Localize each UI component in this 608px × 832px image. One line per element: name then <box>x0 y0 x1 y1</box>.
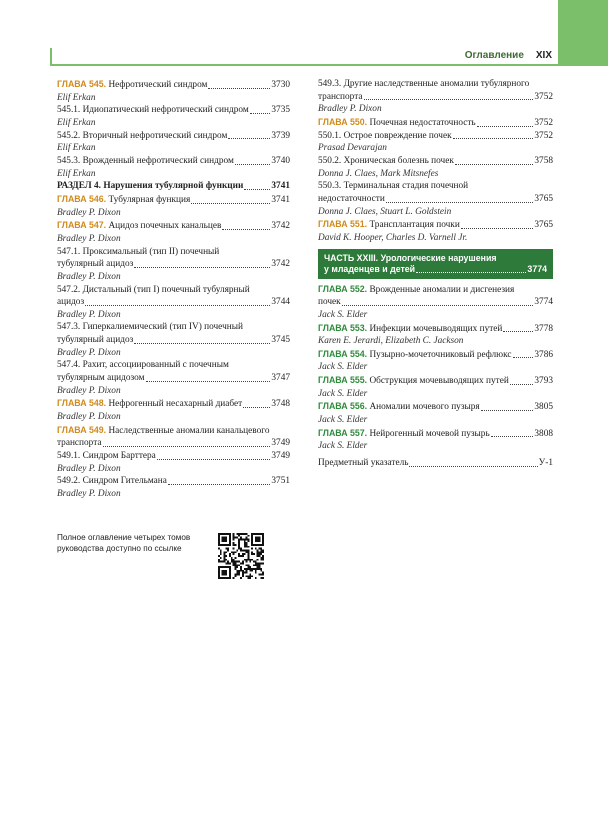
toc-entry-title-text: 545.2. Вторичный нефротический синдром <box>57 130 228 141</box>
toc-entry-title-text: Нефрогенный несахарный диабет <box>108 399 243 410</box>
toc-author: Jack S. Elder <box>318 309 368 320</box>
toc-page-number: 3735 <box>271 105 290 116</box>
header-rule-left <box>50 48 52 65</box>
toc-author: Bradley P. Dixon <box>57 347 121 358</box>
qr-code-icon[interactable] <box>218 533 264 579</box>
toc-entry-first-line <box>324 253 547 265</box>
toc-author: Jack S. Elder <box>318 388 368 399</box>
toc-dot-leader <box>453 138 534 139</box>
toc-entry-first-line: 547.1. Проксимальный (тип II) почечный <box>57 246 220 257</box>
toc-subsection-entry[interactable] <box>57 104 290 117</box>
toc-entry-first-line-text: Врожденные аномалии и дисгенезия <box>369 284 515 295</box>
toc-author: Bradley P. Dixon <box>57 412 121 423</box>
toc-chapter-entry[interactable] <box>318 322 553 336</box>
toc-entry-title-text: Почечная недостаточность <box>369 117 476 128</box>
toc-page-number: 3748 <box>271 399 290 410</box>
toc-leader-row <box>324 264 547 276</box>
toc-dot-leader <box>228 138 270 139</box>
toc-entry-title <box>57 130 227 143</box>
toc-subsection-entry[interactable] <box>318 78 553 103</box>
toc-entry-label: ГЛАВА 548. <box>57 398 107 409</box>
toc-leader-row <box>57 155 290 168</box>
toc-entry-label: ГЛАВА 547. <box>57 220 107 231</box>
toc-entry-title-text: 545.1. Идиопатический нефротический синдром <box>57 105 249 116</box>
toc-leader-row <box>57 104 290 117</box>
toc-leader-row <box>318 116 553 130</box>
toc-entry-first-line: 547.3. Гиперкалиемический (тип IV) почечный <box>57 322 243 333</box>
toc-author: Bradley P. Dixon <box>57 207 121 218</box>
toc-entry-label: ГЛАВА 545. <box>57 79 107 89</box>
toc-entry-title <box>318 91 363 104</box>
toc-entry-title <box>57 180 243 193</box>
toc-page-number: 3786 <box>534 349 553 360</box>
toc-author: Bradley P. Dixon <box>57 489 121 499</box>
toc-dot-leader <box>134 267 270 268</box>
toc-page-number: 3765 <box>534 220 553 231</box>
toc-dot-leader <box>146 381 271 382</box>
toc-page-number: 3740 <box>271 155 290 166</box>
toc-leader-row <box>57 219 290 233</box>
toc-chapter-entry[interactable] <box>57 219 290 233</box>
toc-entry-title <box>57 372 145 385</box>
toc-author: Elif Erkan <box>57 117 96 128</box>
toc-author: Jack S. Elder <box>318 362 368 373</box>
toc-entry-title <box>57 78 207 92</box>
toc-subsection-entry[interactable] <box>57 450 290 463</box>
toc-dot-leader <box>342 305 534 306</box>
toc-page-number: 3730 <box>271 80 290 90</box>
toc-page-number: 3774 <box>527 264 547 275</box>
toc-author: Bradley P. Dixon <box>318 104 382 115</box>
toc-entry-label: ГЛАВА 556. <box>318 401 368 412</box>
toc-chapter-entry[interactable] <box>318 374 553 388</box>
toc-entry-label: ГЛАВА 552. <box>318 283 368 294</box>
toc-page-number: 3741 <box>271 181 290 192</box>
toc-page-number: 3742 <box>271 259 290 270</box>
toc-author: Bradley P. Dixon <box>57 463 121 474</box>
running-header-title: Оглавление <box>464 50 524 61</box>
toc-entry-title <box>318 155 454 168</box>
toc-entry-title <box>57 104 249 117</box>
toc-page-number: 3778 <box>534 323 553 334</box>
toc-page-number: У-1 <box>538 458 553 469</box>
toc-page-number: 3752 <box>534 117 553 128</box>
toc-entry-label: ГЛАВА 554. <box>318 348 368 359</box>
toc-page-number: 3749 <box>271 438 290 449</box>
toc-dot-leader <box>134 343 270 344</box>
toc-entry-title-text: 550.2. Хроническая болезнь почек <box>318 155 454 166</box>
toc-dot-leader <box>364 99 534 100</box>
toc-entry-title <box>57 296 84 309</box>
corner-color-tab <box>558 0 608 66</box>
toc-entry-first-line: 549.3. Другие наследственные аномалии тубулярного <box>318 79 530 89</box>
toc-author: Bradley P. Dixon <box>57 271 121 282</box>
toc-dot-leader <box>386 202 534 203</box>
toc-chapter-entry[interactable] <box>318 116 553 130</box>
toc-author: Bradley P. Dixon <box>57 309 121 320</box>
toc-chapter-entry[interactable] <box>318 218 553 232</box>
toc-entry-label: РАЗДЕЛ 4. <box>57 181 102 192</box>
toc-dot-leader <box>510 384 534 385</box>
toc-entry-title <box>318 322 502 336</box>
toc-dot-leader <box>503 331 533 332</box>
toc-author: Karen E. Jerardi, Elizabeth C. Jackson <box>318 336 464 347</box>
toc-page-number: 3745 <box>271 335 290 346</box>
toc-dot-leader <box>461 228 534 229</box>
toc-entry-label: ЧАСТЬ XXIII. <box>324 252 379 263</box>
toc-entry-label: ГЛАВА 553. <box>318 322 368 333</box>
toc-dot-leader <box>244 189 270 190</box>
toc-entry-title <box>318 427 490 441</box>
toc-entry-label: ГЛАВА 557. <box>318 427 368 438</box>
toc-subsection-entry[interactable] <box>57 284 290 309</box>
toc-subsection-entry[interactable] <box>318 155 553 168</box>
toc-leader-row <box>57 334 290 347</box>
toc-dot-leader <box>455 164 534 165</box>
toc-chapter-entry[interactable] <box>57 424 290 450</box>
toc-section-entry[interactable] <box>57 180 290 193</box>
toc-entry-title <box>318 400 480 414</box>
toc-entry-title <box>57 334 133 347</box>
toc-dot-leader <box>513 357 534 358</box>
toc-author: Jack S. Elder <box>318 441 368 452</box>
toc-subsection-entry[interactable] <box>318 130 553 143</box>
toc-entry-first-line <box>318 283 553 297</box>
toc-dot-leader <box>235 164 271 165</box>
toc-author: Donna J. Claes, Stuart L. Goldstein <box>318 206 452 217</box>
toc-subsection-entry[interactable] <box>57 246 290 271</box>
toc-entry-title-text: недостаточности <box>318 193 385 204</box>
toc-entry-label: ГЛАВА 546. <box>57 193 107 204</box>
toc-dot-leader <box>168 484 271 485</box>
toc-entry-title: почек <box>318 297 341 308</box>
toc-leader-row <box>318 374 553 388</box>
toc-leader-row <box>57 78 290 92</box>
toc-dot-leader <box>409 466 537 467</box>
toc-leader-row <box>57 397 290 411</box>
toc-leader-row <box>318 155 553 168</box>
toc-dot-leader <box>250 113 271 114</box>
toc-page-number: 3808 <box>534 428 553 439</box>
toc-entry-title <box>318 193 385 206</box>
toc-column-right <box>318 78 553 470</box>
toc-entry-first-line-text: Урологические нарушения <box>380 252 497 263</box>
toc-entry-title-text: 545.3. Врожденный нефротический синдром <box>57 155 234 166</box>
toc-chapter-entry[interactable] <box>57 397 290 411</box>
toc-leader-row <box>318 218 553 232</box>
toc-page-number: 3774 <box>534 297 553 308</box>
toc-entry-title-text: Нарушения тубулярной функции <box>103 181 244 192</box>
toc-leader-row <box>318 130 553 143</box>
toc-entry-first-line-text: Наследственные аномалии канальцевого <box>108 425 270 436</box>
toc-dot-leader <box>191 203 270 204</box>
toc-entry-title-text: транспорта <box>318 91 363 102</box>
toc-chapter-entry[interactable] <box>318 283 553 309</box>
toc-dot-leader <box>477 126 534 127</box>
toc-subsection-entry[interactable] <box>318 457 553 470</box>
toc-entry-label: ГЛАВА 550. <box>318 116 368 127</box>
toc-page-number: 3741 <box>271 194 290 205</box>
toc-entry-title <box>57 258 133 271</box>
toc-leader-row <box>57 296 290 309</box>
toc-page-number: 3752 <box>534 130 553 141</box>
toc-author: Elif Erkan <box>57 92 96 103</box>
toc-subsection-entry[interactable] <box>57 130 290 143</box>
toc-page-number: 3751 <box>271 476 290 487</box>
toc-leader-row <box>318 193 553 206</box>
toc-entry-title-text: Тубулярная функция <box>108 194 191 205</box>
toc-dot-leader <box>208 88 270 89</box>
toc-entry-title <box>318 116 476 130</box>
toc-author: Prasad Devarajan <box>318 143 387 154</box>
toc-author: Donna J. Claes, Mark Mitsnefes <box>318 168 439 179</box>
toc-entry-title <box>57 219 221 233</box>
toc-leader-row <box>57 450 290 463</box>
toc-entry-title-text: тубулярный ацидоз <box>57 335 134 346</box>
toc-author: Bradley P. Dixon <box>57 385 121 396</box>
toc-entry-title-text: 550.1. Острое повреждение почек <box>318 130 452 141</box>
toc-entry-title-text: Предметный указатель <box>318 458 409 469</box>
toc-subsection-entry[interactable] <box>57 321 290 346</box>
toc-entry-title <box>57 193 190 207</box>
toc-dot-leader <box>416 272 526 273</box>
toc-leader-row <box>318 91 553 104</box>
toc-entry-title-text: Трансплантация почки <box>369 220 460 231</box>
toc-entry-title: у младенцев и детей <box>324 264 416 275</box>
toc-leader-row <box>318 427 553 441</box>
toc-entry-title-text: Ацидоз почечных канальцев <box>108 221 222 232</box>
toc-author: Elif Erkan <box>57 143 96 154</box>
toc-entry-title <box>318 457 408 470</box>
toc-author: Elif Erkan <box>57 168 96 179</box>
toc-page-number: 3805 <box>534 402 553 413</box>
toc-page-number: 3744 <box>271 297 290 308</box>
toc-page-number: 3765 <box>534 193 553 204</box>
toc-dot-leader <box>103 446 271 447</box>
page-number: XIX <box>535 50 552 61</box>
toc-entry-first-line <box>57 424 290 438</box>
header-rule <box>50 64 558 66</box>
toc-entry-title <box>318 130 452 143</box>
toc-page-number: 3749 <box>271 451 290 462</box>
toc-dot-leader <box>491 436 534 437</box>
toc-entry-title <box>57 450 156 463</box>
toc-leader-row <box>57 130 290 143</box>
toc-dot-leader <box>222 229 270 230</box>
toc-entry-title <box>318 218 460 232</box>
full-toc-note: Полное оглавление четырех томов руководства доступно по ссылке <box>57 533 191 553</box>
toc-entry-label: ГЛАВА 549. <box>57 424 107 435</box>
toc-dot-leader <box>481 410 534 411</box>
toc-entry-title-text: Обструкция мочевыводящих путей <box>369 376 509 387</box>
toc-entry-title <box>57 155 234 168</box>
toc-page-number: 3752 <box>534 91 553 102</box>
toc-entry-title-text: тубулярным ацидозом <box>57 373 145 384</box>
toc-dot-leader <box>243 407 270 408</box>
toc-leader-row <box>57 437 290 450</box>
toc-entry-title <box>57 475 167 488</box>
toc-entry-title-text: 549.1. Синдром Барттера <box>57 451 156 462</box>
toc-author: Jack S. Elder <box>318 415 368 426</box>
toc-entry-title-text: Нейрогенный мочевой пузырь <box>369 428 490 439</box>
toc-entry-title <box>318 374 509 388</box>
toc-chapter-entry[interactable] <box>318 400 553 414</box>
toc-leader-row <box>57 475 290 488</box>
toc-chapter-entry[interactable] <box>318 427 553 441</box>
toc-entry-title-text: Инфекции мочевыводящих путей <box>369 323 503 334</box>
toc-entry-label: ГЛАВА 555. <box>318 375 368 386</box>
toc-entry-title-text: Пузырно-мочеточниковый рефлюкс <box>369 349 512 360</box>
toc-dot-leader <box>85 305 270 306</box>
toc-leader-row <box>318 457 553 470</box>
part-heading-box[interactable] <box>318 249 553 279</box>
toc-leader-row <box>318 322 553 336</box>
toc-chapter-entry[interactable] <box>57 78 290 92</box>
toc-dot-leader <box>157 459 271 460</box>
toc-author: David K. Hooper, Charles D. Varnell Jr. <box>318 232 468 243</box>
toc-entry-title: транспорта <box>57 438 102 449</box>
toc-leader-row <box>57 372 290 385</box>
toc-entry-first-line: 547.2. Дистальный (тип I) почечный тубулярный <box>57 284 250 295</box>
toc-page-number: 3739 <box>271 130 290 141</box>
toc-chapter-entry[interactable] <box>57 193 290 207</box>
toc-subsection-entry[interactable] <box>57 359 290 384</box>
toc-page-number: 3758 <box>534 155 553 166</box>
toc-subsection-entry[interactable] <box>318 180 553 205</box>
toc-leader-row <box>57 258 290 271</box>
toc-leader-row <box>57 180 290 193</box>
toc-page-number: 3742 <box>271 221 290 232</box>
toc-entry-title <box>57 397 242 411</box>
toc-entry-first-line: 547.4. Рахит, ассоциированный с почечным <box>57 360 229 371</box>
toc-subsection-entry[interactable] <box>57 475 290 488</box>
toc-column-left <box>57 78 290 501</box>
toc-entry-first-line: 550.3. Терминальная стадия почечной <box>318 181 469 192</box>
running-header <box>465 50 552 61</box>
toc-leader-row <box>318 348 553 362</box>
toc-entry-title <box>318 348 512 362</box>
toc-entry-title-text: 549.2. Синдром Гительмана <box>57 476 167 487</box>
toc-leader-row <box>57 193 290 207</box>
toc-entry-title-text: Аномалии мочевого пузыря <box>369 402 480 413</box>
toc-entry-title-text: Нефротический синдром <box>108 80 208 90</box>
toc-leader-row <box>318 296 553 309</box>
toc-author: Bradley P. Dixon <box>57 233 121 244</box>
toc-entry-title-text: тубулярный ацидоз <box>57 259 134 270</box>
toc-entry-label: ГЛАВА 551. <box>318 219 368 230</box>
toc-entry-title-text: ацидоз <box>57 297 85 308</box>
toc-page-number: 3747 <box>271 373 290 384</box>
toc-leader-row <box>318 400 553 414</box>
toc-subsection-entry[interactable] <box>57 155 290 168</box>
toc-page-number: 3793 <box>534 376 553 387</box>
toc-chapter-entry[interactable] <box>318 348 553 362</box>
